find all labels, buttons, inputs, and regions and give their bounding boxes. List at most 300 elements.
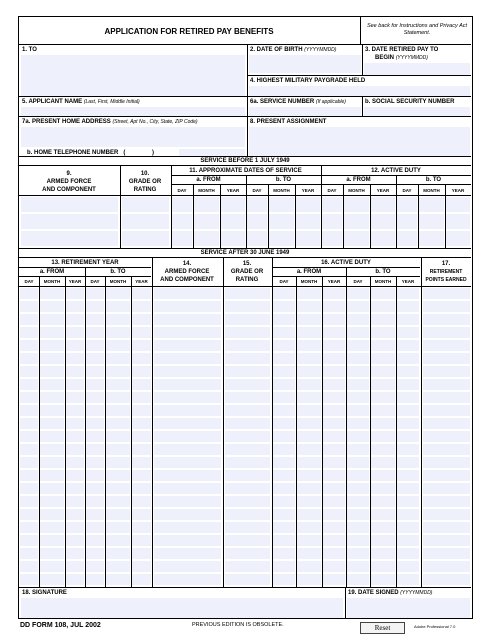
after-1949-date-cell[interactable] [323,470,345,481]
after-1949-date-cell[interactable] [86,574,104,585]
after-1949-grade-cell[interactable] [225,470,270,481]
after-1949-grade-cell[interactable] [225,314,270,325]
after-1949-date-cell[interactable] [297,314,321,325]
after-1949-date-cell[interactable] [86,522,104,533]
after-1949-date-cell[interactable] [347,431,369,442]
after-1949-date-cell[interactable] [371,379,395,390]
applicant-name-field[interactable] [21,107,245,116]
after-1949-date-cell[interactable] [273,405,295,416]
after-1949-armed-force-cell[interactable] [154,561,221,572]
after-1949-date-cell[interactable] [132,314,151,325]
after-1949-armed-force-cell[interactable] [154,366,221,377]
highest-paygrade-field[interactable] [249,86,470,96]
after-1949-date-cell[interactable] [347,353,369,364]
after-1949-date-cell[interactable] [273,431,295,442]
after-1949-date-cell[interactable] [273,548,295,559]
after-1949-date-cell[interactable] [397,392,419,403]
after-1949-points-cell[interactable] [423,470,470,481]
after-1949-date-cell[interactable] [297,366,321,377]
after-1949-armed-force-cell[interactable] [154,509,221,520]
after-1949-date-cell[interactable] [66,444,84,455]
before-1949-grade-cell[interactable] [122,231,169,246]
after-1949-armed-force-cell[interactable] [154,314,221,325]
before-1949-date-cell[interactable] [194,197,219,212]
before-1949-date-cell[interactable] [419,231,444,246]
after-1949-date-cell[interactable] [297,327,321,338]
after-1949-date-cell[interactable] [40,392,64,403]
after-1949-date-cell[interactable] [297,392,321,403]
after-1949-armed-force-cell[interactable] [154,340,221,351]
after-1949-date-cell[interactable] [66,522,84,533]
after-1949-date-cell[interactable] [66,561,84,572]
before-1949-date-cell[interactable] [322,231,342,246]
after-1949-date-cell[interactable] [347,470,369,481]
home-phone-field[interactable] [179,149,245,156]
after-1949-date-cell[interactable] [66,574,84,585]
after-1949-date-cell[interactable] [66,340,84,351]
after-1949-date-cell[interactable] [371,340,395,351]
after-1949-date-cell[interactable] [397,535,419,546]
after-1949-date-cell[interactable] [106,496,130,507]
after-1949-armed-force-cell[interactable] [154,548,221,559]
after-1949-date-cell[interactable] [106,405,130,416]
after-1949-date-cell[interactable] [20,301,38,312]
after-1949-date-cell[interactable] [40,561,64,572]
after-1949-date-cell[interactable] [132,535,151,546]
after-1949-date-cell[interactable] [323,548,345,559]
after-1949-points-cell[interactable] [423,574,470,585]
after-1949-date-cell[interactable] [106,353,130,364]
after-1949-date-cell[interactable] [273,418,295,429]
after-1949-date-cell[interactable] [40,574,64,585]
after-1949-armed-force-cell[interactable] [154,522,221,533]
after-1949-date-cell[interactable] [323,340,345,351]
after-1949-date-cell[interactable] [86,353,104,364]
after-1949-date-cell[interactable] [40,340,64,351]
after-1949-date-cell[interactable] [132,548,151,559]
after-1949-date-cell[interactable] [106,535,130,546]
after-1949-date-cell[interactable] [273,457,295,468]
after-1949-date-cell[interactable] [371,470,395,481]
after-1949-date-cell[interactable] [106,366,130,377]
after-1949-date-cell[interactable] [132,340,151,351]
after-1949-points-cell[interactable] [423,535,470,546]
before-1949-grade-cell[interactable] [122,214,169,229]
after-1949-date-cell[interactable] [371,418,395,429]
after-1949-date-cell[interactable] [20,327,38,338]
after-1949-date-cell[interactable] [20,288,38,299]
before-1949-grade-cell[interactable] [122,197,169,212]
after-1949-date-cell[interactable] [66,327,84,338]
after-1949-armed-force-cell[interactable] [154,405,221,416]
after-1949-date-cell[interactable] [397,301,419,312]
after-1949-date-cell[interactable] [40,522,64,533]
ssn-field[interactable] [364,107,470,116]
after-1949-date-cell[interactable] [106,561,130,572]
after-1949-date-cell[interactable] [132,288,151,299]
after-1949-armed-force-cell[interactable] [154,431,221,442]
present-assignment-field[interactable] [249,127,470,156]
after-1949-date-cell[interactable] [347,496,369,507]
after-1949-date-cell[interactable] [347,340,369,351]
after-1949-date-cell[interactable] [40,301,64,312]
after-1949-date-cell[interactable] [371,509,395,520]
after-1949-points-cell[interactable] [423,561,470,572]
after-1949-date-cell[interactable] [323,496,345,507]
after-1949-date-cell[interactable] [397,431,419,442]
after-1949-date-cell[interactable] [397,405,419,416]
after-1949-date-cell[interactable] [347,379,369,390]
after-1949-date-cell[interactable] [66,301,84,312]
after-1949-date-cell[interactable] [106,483,130,494]
after-1949-date-cell[interactable] [371,327,395,338]
after-1949-date-cell[interactable] [397,444,419,455]
after-1949-grade-cell[interactable] [225,548,270,559]
after-1949-date-cell[interactable] [132,561,151,572]
after-1949-date-cell[interactable] [66,483,84,494]
after-1949-date-cell[interactable] [323,574,345,585]
after-1949-date-cell[interactable] [297,353,321,364]
before-1949-date-cell[interactable] [172,214,192,229]
after-1949-date-cell[interactable] [20,548,38,559]
after-1949-date-cell[interactable] [40,353,64,364]
after-1949-date-cell[interactable] [323,301,345,312]
after-1949-date-cell[interactable] [20,535,38,546]
after-1949-date-cell[interactable] [86,457,104,468]
after-1949-date-cell[interactable] [323,444,345,455]
after-1949-date-cell[interactable] [106,301,130,312]
after-1949-date-cell[interactable] [347,561,369,572]
after-1949-date-cell[interactable] [323,457,345,468]
before-1949-date-cell[interactable] [322,197,342,212]
after-1949-date-cell[interactable] [323,418,345,429]
after-1949-date-cell[interactable] [323,483,345,494]
after-1949-date-cell[interactable] [397,496,419,507]
after-1949-date-cell[interactable] [347,392,369,403]
after-1949-date-cell[interactable] [273,379,295,390]
after-1949-grade-cell[interactable] [225,392,270,403]
after-1949-date-cell[interactable] [397,483,419,494]
after-1949-date-cell[interactable] [20,457,38,468]
after-1949-points-cell[interactable] [423,288,470,299]
after-1949-date-cell[interactable] [323,509,345,520]
after-1949-date-cell[interactable] [20,444,38,455]
before-1949-date-cell[interactable] [371,214,395,229]
service-number-field[interactable] [249,107,361,116]
after-1949-armed-force-cell[interactable] [154,392,221,403]
after-1949-date-cell[interactable] [86,288,104,299]
after-1949-date-cell[interactable] [347,457,369,468]
before-1949-date-cell[interactable] [397,197,417,212]
after-1949-date-cell[interactable] [40,314,64,325]
after-1949-date-cell[interactable] [66,535,84,546]
after-1949-date-cell[interactable] [347,288,369,299]
after-1949-date-cell[interactable] [20,314,38,325]
after-1949-date-cell[interactable] [371,444,395,455]
after-1949-points-cell[interactable] [423,379,470,390]
after-1949-date-cell[interactable] [106,522,130,533]
after-1949-date-cell[interactable] [86,314,104,325]
after-1949-grade-cell[interactable] [225,444,270,455]
after-1949-date-cell[interactable] [371,431,395,442]
after-1949-date-cell[interactable] [66,496,84,507]
after-1949-armed-force-cell[interactable] [154,574,221,585]
after-1949-date-cell[interactable] [20,470,38,481]
after-1949-date-cell[interactable] [40,509,64,520]
after-1949-date-cell[interactable] [297,535,321,546]
after-1949-armed-force-cell[interactable] [154,483,221,494]
after-1949-date-cell[interactable] [371,457,395,468]
after-1949-date-cell[interactable] [347,522,369,533]
after-1949-date-cell[interactable] [371,535,395,546]
after-1949-date-cell[interactable] [297,457,321,468]
before-1949-date-cell[interactable] [172,231,192,246]
after-1949-date-cell[interactable] [297,522,321,533]
after-1949-date-cell[interactable] [273,470,295,481]
after-1949-date-cell[interactable] [132,457,151,468]
after-1949-date-cell[interactable] [397,561,419,572]
after-1949-date-cell[interactable] [323,379,345,390]
after-1949-date-cell[interactable] [273,353,295,364]
after-1949-date-cell[interactable] [20,574,38,585]
after-1949-date-cell[interactable] [106,470,130,481]
after-1949-grade-cell[interactable] [225,535,270,546]
after-1949-date-cell[interactable] [86,392,104,403]
after-1949-date-cell[interactable] [132,353,151,364]
signature-field[interactable] [21,598,343,618]
after-1949-date-cell[interactable] [347,548,369,559]
after-1949-date-cell[interactable] [297,288,321,299]
after-1949-date-cell[interactable] [20,366,38,377]
after-1949-date-cell[interactable] [273,444,295,455]
after-1949-date-cell[interactable] [132,496,151,507]
after-1949-points-cell[interactable] [423,483,470,494]
after-1949-date-cell[interactable] [273,509,295,520]
after-1949-grade-cell[interactable] [225,340,270,351]
after-1949-date-cell[interactable] [397,327,419,338]
after-1949-date-cell[interactable] [106,379,130,390]
after-1949-date-cell[interactable] [371,392,395,403]
after-1949-date-cell[interactable] [297,301,321,312]
after-1949-grade-cell[interactable] [225,457,270,468]
after-1949-grade-cell[interactable] [225,522,270,533]
before-1949-date-cell[interactable] [344,197,369,212]
after-1949-armed-force-cell[interactable] [154,444,221,455]
before-1949-date-cell[interactable] [419,197,444,212]
after-1949-date-cell[interactable] [297,340,321,351]
after-1949-date-cell[interactable] [371,522,395,533]
after-1949-date-cell[interactable] [132,366,151,377]
after-1949-date-cell[interactable] [273,314,295,325]
before-1949-date-cell[interactable] [446,214,470,229]
after-1949-date-cell[interactable] [397,340,419,351]
after-1949-date-cell[interactable] [397,548,419,559]
after-1949-date-cell[interactable] [106,288,130,299]
after-1949-date-cell[interactable] [371,405,395,416]
after-1949-date-cell[interactable] [132,379,151,390]
after-1949-date-cell[interactable] [20,496,38,507]
after-1949-date-cell[interactable] [40,483,64,494]
before-1949-armed-force-cell[interactable] [21,231,118,246]
before-1949-date-cell[interactable] [296,214,320,229]
after-1949-date-cell[interactable] [371,314,395,325]
after-1949-date-cell[interactable] [132,431,151,442]
after-1949-date-cell[interactable] [347,418,369,429]
before-1949-date-cell[interactable] [344,214,369,229]
after-1949-date-cell[interactable] [106,418,130,429]
before-1949-date-cell[interactable] [269,214,294,229]
after-1949-date-cell[interactable] [297,561,321,572]
after-1949-grade-cell[interactable] [225,353,270,364]
after-1949-date-cell[interactable] [297,379,321,390]
after-1949-points-cell[interactable] [423,522,470,533]
after-1949-date-cell[interactable] [371,301,395,312]
after-1949-grade-cell[interactable] [225,496,270,507]
after-1949-armed-force-cell[interactable] [154,470,221,481]
after-1949-date-cell[interactable] [323,431,345,442]
before-1949-date-cell[interactable] [446,197,470,212]
after-1949-armed-force-cell[interactable] [154,418,221,429]
date-signed-field[interactable] [347,598,470,618]
after-1949-date-cell[interactable] [323,535,345,546]
after-1949-date-cell[interactable] [40,405,64,416]
after-1949-date-cell[interactable] [66,379,84,390]
after-1949-date-cell[interactable] [20,561,38,572]
after-1949-date-cell[interactable] [86,535,104,546]
after-1949-date-cell[interactable] [371,483,395,494]
after-1949-points-cell[interactable] [423,392,470,403]
after-1949-date-cell[interactable] [86,431,104,442]
after-1949-date-cell[interactable] [273,327,295,338]
before-1949-date-cell[interactable] [371,231,395,246]
after-1949-date-cell[interactable] [20,483,38,494]
after-1949-date-cell[interactable] [86,327,104,338]
after-1949-date-cell[interactable] [20,418,38,429]
after-1949-date-cell[interactable] [132,522,151,533]
before-1949-date-cell[interactable] [221,214,245,229]
after-1949-date-cell[interactable] [397,379,419,390]
after-1949-date-cell[interactable] [273,522,295,533]
after-1949-date-cell[interactable] [297,431,321,442]
after-1949-date-cell[interactable] [397,314,419,325]
after-1949-date-cell[interactable] [273,392,295,403]
after-1949-armed-force-cell[interactable] [154,535,221,546]
before-1949-date-cell[interactable] [397,231,417,246]
after-1949-date-cell[interactable] [40,496,64,507]
after-1949-date-cell[interactable] [86,470,104,481]
after-1949-armed-force-cell[interactable] [154,327,221,338]
after-1949-date-cell[interactable] [297,509,321,520]
after-1949-date-cell[interactable] [347,509,369,520]
after-1949-points-cell[interactable] [423,340,470,351]
after-1949-date-cell[interactable] [347,366,369,377]
after-1949-date-cell[interactable] [323,522,345,533]
after-1949-date-cell[interactable] [20,340,38,351]
after-1949-armed-force-cell[interactable] [154,457,221,468]
after-1949-date-cell[interactable] [132,392,151,403]
after-1949-date-cell[interactable] [66,366,84,377]
after-1949-grade-cell[interactable] [225,379,270,390]
after-1949-date-cell[interactable] [66,509,84,520]
after-1949-date-cell[interactable] [347,405,369,416]
after-1949-date-cell[interactable] [132,405,151,416]
to-field[interactable] [21,55,245,97]
after-1949-grade-cell[interactable] [225,509,270,520]
after-1949-grade-cell[interactable] [225,327,270,338]
date-of-birth-field[interactable] [249,55,361,73]
before-1949-date-cell[interactable] [397,214,417,229]
before-1949-date-cell[interactable] [446,231,470,246]
after-1949-date-cell[interactable] [323,327,345,338]
after-1949-date-cell[interactable] [66,470,84,481]
after-1949-date-cell[interactable] [106,392,130,403]
after-1949-points-cell[interactable] [423,314,470,325]
after-1949-date-cell[interactable] [106,431,130,442]
after-1949-date-cell[interactable] [347,535,369,546]
before-1949-date-cell[interactable] [247,214,267,229]
after-1949-grade-cell[interactable] [225,574,270,585]
before-1949-date-cell[interactable] [221,231,245,246]
after-1949-date-cell[interactable] [273,483,295,494]
after-1949-date-cell[interactable] [40,366,64,377]
after-1949-date-cell[interactable] [347,314,369,325]
after-1949-grade-cell[interactable] [225,301,270,312]
after-1949-date-cell[interactable] [397,509,419,520]
after-1949-armed-force-cell[interactable] [154,353,221,364]
before-1949-date-cell[interactable] [419,214,444,229]
after-1949-date-cell[interactable] [132,301,151,312]
after-1949-date-cell[interactable] [371,561,395,572]
after-1949-grade-cell[interactable] [225,288,270,299]
after-1949-points-cell[interactable] [423,405,470,416]
after-1949-date-cell[interactable] [40,444,64,455]
after-1949-points-cell[interactable] [423,301,470,312]
after-1949-date-cell[interactable] [86,340,104,351]
after-1949-date-cell[interactable] [20,405,38,416]
after-1949-date-cell[interactable] [106,509,130,520]
after-1949-date-cell[interactable] [86,366,104,377]
after-1949-date-cell[interactable] [273,301,295,312]
after-1949-date-cell[interactable] [66,431,84,442]
after-1949-date-cell[interactable] [397,457,419,468]
after-1949-date-cell[interactable] [323,353,345,364]
after-1949-date-cell[interactable] [371,366,395,377]
before-1949-date-cell[interactable] [247,197,267,212]
before-1949-date-cell[interactable] [221,197,245,212]
after-1949-date-cell[interactable] [40,379,64,390]
after-1949-armed-force-cell[interactable] [154,288,221,299]
after-1949-date-cell[interactable] [273,561,295,572]
after-1949-date-cell[interactable] [132,444,151,455]
after-1949-date-cell[interactable] [106,548,130,559]
home-address-field[interactable] [21,127,245,147]
after-1949-date-cell[interactable] [273,288,295,299]
after-1949-points-cell[interactable] [423,353,470,364]
after-1949-date-cell[interactable] [66,418,84,429]
after-1949-grade-cell[interactable] [225,366,270,377]
after-1949-points-cell[interactable] [423,444,470,455]
after-1949-grade-cell[interactable] [225,561,270,572]
after-1949-date-cell[interactable] [371,548,395,559]
after-1949-date-cell[interactable] [40,418,64,429]
after-1949-date-cell[interactable] [20,379,38,390]
after-1949-date-cell[interactable] [347,327,369,338]
after-1949-date-cell[interactable] [86,496,104,507]
after-1949-date-cell[interactable] [132,509,151,520]
after-1949-date-cell[interactable] [66,405,84,416]
after-1949-date-cell[interactable] [20,522,38,533]
after-1949-date-cell[interactable] [397,353,419,364]
